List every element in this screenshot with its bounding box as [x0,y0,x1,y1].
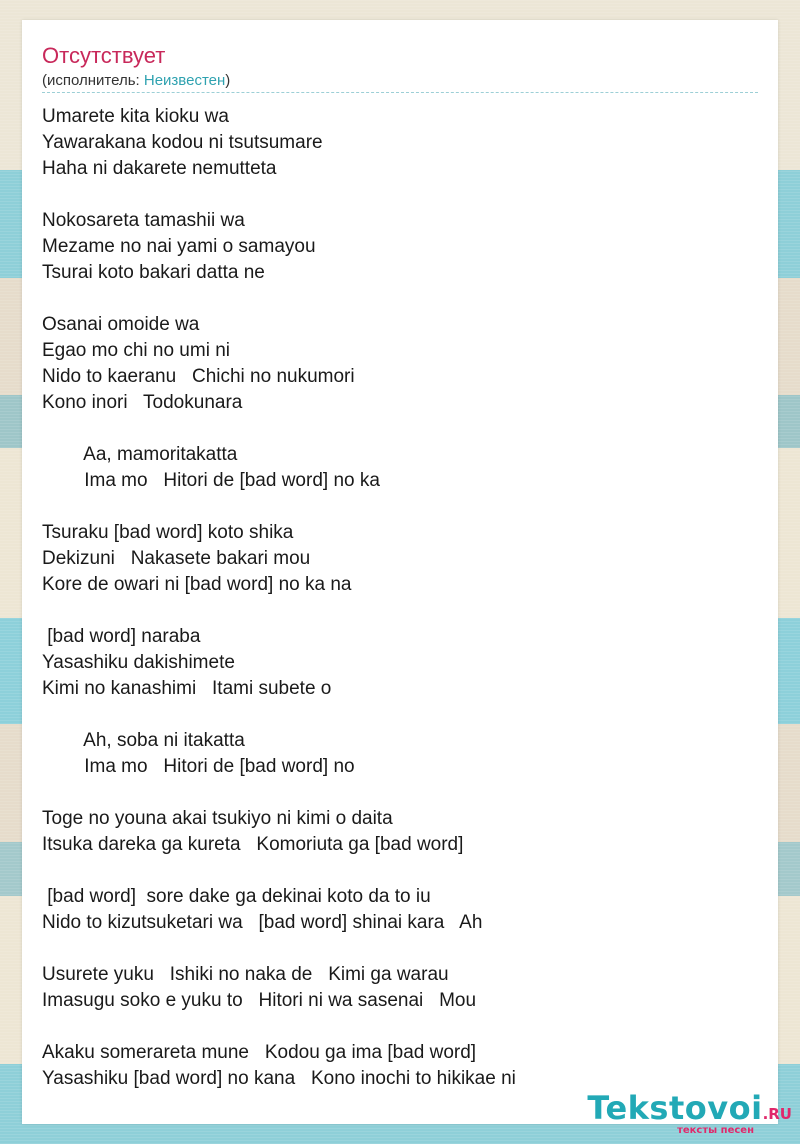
logo-name: Tekstovoi [587,1089,763,1127]
lyric-line: Yasashiku dakishimete [42,652,235,673]
lyric-line [42,1014,516,1040]
lyric-line: Tsuraku [bad word] koto shika [42,522,294,543]
lyric-line: Mezame no nai yami o samayou [42,236,316,257]
lyric-line: Yasashiku [bad word] no kana Kono inochi to hikikae ni [42,1068,516,1089]
lyric-line: Umarete kita kioku wa [42,106,229,127]
lyric-line: Kimi no kanashimi Itami subete o [42,678,332,699]
lyric-line: [bad word] sore dake ga dekinai koto da to iu [42,886,431,907]
lyric-line [42,936,516,962]
lyric-line: Toge no youna akai tsukiyo ni kimi o daita [42,808,393,829]
lyric-line: Nido to kizutsuketari wa [bad word] shinai kara Ah [42,912,483,933]
lyric-line: Kono inori Todokunara [42,392,243,413]
lyric-line: Usurete yuku Ishiki no naka de Kimi ga warau [42,964,449,985]
lyric-line: Akaku somerareta mune Kodou ga ima [bad word] [42,1042,477,1063]
lyric-line [42,702,516,728]
lyric-line [42,858,516,884]
lyrics-card [22,20,778,1127]
logo-tagline: тексты песен [677,1125,754,1136]
lyric-line: Osanai omoide wa [42,314,200,335]
artist-suffix: ) [225,72,231,89]
artist-link[interactable]: Неизвестен [143,72,226,89]
artist-line [42,72,230,89]
lyric-line: Egao mo chi no umi ni [42,340,230,361]
lyric-line: Nokosareta tamashii wa [42,210,245,231]
lyric-line: Aa, mamoritakatta [42,444,238,465]
title-divider [42,92,758,93]
lyric-line: Imasugu soko e yuku to Hitori ni wa sasenai Mou [42,990,477,1011]
lyric-line [42,416,516,442]
lyric-line: Ima mo Hitori de [bad word] no ka [42,470,380,491]
lyric-line [42,182,516,208]
lyric-line: Ima mo Hitori de [bad word] no [42,756,355,777]
lyric-line [42,780,516,806]
lyric-line [42,598,516,624]
lyric-line: Ah, soba ni itakatta [42,730,245,751]
logo-tld: .RU [762,1105,792,1123]
song-title: Отсутствует [42,43,166,68]
lyric-line: Haha ni dakarete nemutteta [42,158,277,179]
lyric-line [42,286,516,312]
lyric-line: [bad word] naraba [42,626,201,647]
lyric-line: Itsuka dareka ga kureta Komoriuta ga [bad word] [42,834,464,855]
lyrics-body [42,104,516,1092]
site-logo[interactable] [587,1091,792,1136]
lyric-line: Tsurai koto bakari datta ne [42,262,265,283]
lyric-line: Yawarakana kodou ni tsutsumare [42,132,323,153]
lyric-line: Dekizuni Nakasete bakari mou [42,548,311,569]
lyric-line: Nido to kaeranu Chichi no nukumori [42,366,355,387]
lyric-line: Kore de owari ni [bad word] no ka na [42,574,352,595]
artist-prefix: (исполнитель: [42,72,144,89]
lyric-line [42,494,516,520]
